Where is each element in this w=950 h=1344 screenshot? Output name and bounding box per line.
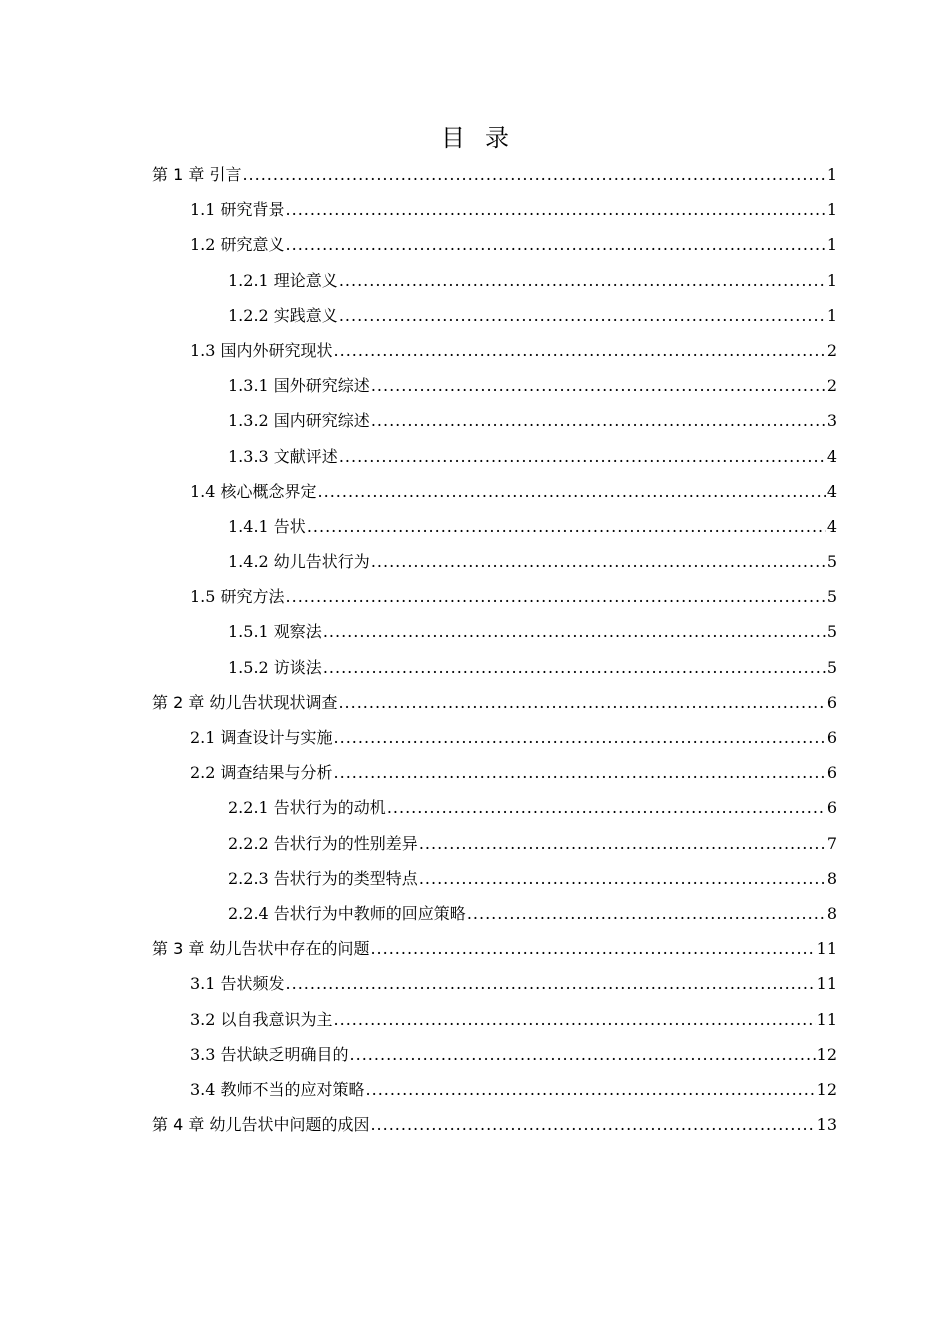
toc-leader-dots xyxy=(339,298,826,333)
toc-entry-label: 第 3 章 幼儿告状中存在的问题 xyxy=(152,939,370,959)
toc-entry-page-number: 11 xyxy=(816,1009,837,1029)
toc-entry[interactable] xyxy=(152,333,837,368)
toc-entry-page-number: 4 xyxy=(826,446,837,466)
toc-entry-label: 3.1 告状频发 xyxy=(190,974,285,994)
toc-entry[interactable] xyxy=(152,1107,837,1142)
toc-entry-label: 2.1 调查设计与实施 xyxy=(190,728,333,747)
toc-leader-dots xyxy=(338,685,825,720)
toc-entry-label: 2.2.1 告状行为的动机 xyxy=(228,798,386,818)
toc-entry[interactable] xyxy=(152,227,837,262)
toc-entry[interactable] xyxy=(152,403,837,438)
toc-entry[interactable] xyxy=(152,579,837,614)
toc-entry[interactable] xyxy=(152,157,837,192)
toc-entry-page-number: 4 xyxy=(826,516,837,536)
toc-entry-page-number: 1 xyxy=(826,165,837,184)
toc-entry[interactable] xyxy=(152,192,837,227)
toc-entry[interactable] xyxy=(152,966,837,1001)
toc-entry-label: 1.1 研究背景 xyxy=(190,200,285,220)
toc-entry-page-number: 1 xyxy=(826,305,837,325)
toc-leader-dots xyxy=(467,896,826,931)
toc-leader-dots xyxy=(387,790,826,825)
toc-entry[interactable] xyxy=(152,931,837,966)
toc-entry-page-number: 11 xyxy=(816,939,837,959)
toc-entry-label: 1.3.3 文献评述 xyxy=(228,446,338,466)
toc-entry[interactable] xyxy=(152,1037,837,1072)
toc-entry[interactable] xyxy=(152,720,837,755)
toc-leader-dots xyxy=(371,368,826,403)
toc-entry[interactable] xyxy=(152,1002,837,1037)
toc-entry-page-number: 4 xyxy=(826,481,837,501)
table-of-contents xyxy=(152,157,837,1142)
toc-leader-dots xyxy=(323,614,826,649)
toc-entry-label: 3.2 以自我意识为主 xyxy=(190,1009,333,1029)
toc-entry-page-number: 6 xyxy=(826,798,837,818)
toc-entry-label: 1.4 核心概念界定 xyxy=(190,481,317,501)
toc-entry[interactable] xyxy=(152,755,837,790)
toc-leader-dots xyxy=(371,403,826,438)
toc-leader-dots xyxy=(242,157,825,192)
toc-entry[interactable] xyxy=(152,509,837,544)
toc-leader-dots xyxy=(318,474,826,509)
toc-entry[interactable] xyxy=(152,896,837,931)
toc-entry-page-number: 11 xyxy=(816,974,837,994)
toc-leader-dots xyxy=(339,439,826,474)
toc-leader-dots xyxy=(370,931,815,966)
toc-entry-label: 1.3.2 国内研究综述 xyxy=(228,411,370,431)
toc-entry-page-number: 13 xyxy=(816,1115,837,1135)
toc-entry-page-number: 1 xyxy=(826,200,837,220)
toc-entry-label: 2.2 调查结果与分析 xyxy=(190,763,333,783)
toc-leader-dots xyxy=(371,544,826,579)
toc-entry[interactable] xyxy=(152,263,837,298)
toc-entry-label: 1.4.1 告状 xyxy=(228,516,306,536)
toc-entry[interactable] xyxy=(152,368,837,403)
toc-entry-label: 3.3 告状缺乏明确目的 xyxy=(190,1044,349,1064)
toc-entry-label: 1.2 研究意义 xyxy=(190,235,285,255)
toc-entry-page-number: 7 xyxy=(826,833,837,853)
toc-entry-label: 1.3 国内外研究现状 xyxy=(190,340,333,360)
toc-entry-page-number: 2 xyxy=(826,340,837,360)
toc-entry-label: 1.5 研究方法 xyxy=(190,587,285,607)
toc-entry[interactable] xyxy=(152,439,837,474)
toc-entry-page-number: 8 xyxy=(826,903,837,923)
toc-leader-dots xyxy=(350,1037,816,1072)
toc-leader-dots xyxy=(370,1107,815,1142)
toc-entry-page-number: 6 xyxy=(826,728,837,747)
toc-leader-dots xyxy=(286,227,826,262)
toc-title: 目录 xyxy=(441,124,529,152)
toc-entry[interactable] xyxy=(152,1072,837,1107)
toc-entry-page-number: 12 xyxy=(816,1079,837,1099)
toc-entry-page-number: 1 xyxy=(826,235,837,255)
toc-entry[interactable] xyxy=(152,826,837,861)
toc-leader-dots xyxy=(286,192,826,227)
toc-entry-page-number: 2 xyxy=(826,376,837,396)
toc-entry-label: 第 2 章 幼儿告状现状调查 xyxy=(152,692,338,712)
toc-leader-dots xyxy=(286,966,816,1001)
toc-entry-page-number: 5 xyxy=(826,587,837,607)
toc-leader-dots xyxy=(323,650,826,685)
toc-entry[interactable] xyxy=(152,474,837,509)
toc-entry-label: 1.3.1 国外研究综述 xyxy=(228,376,370,396)
toc-entry-label: 1.4.2 幼儿告状行为 xyxy=(228,552,370,572)
toc-entry-page-number: 5 xyxy=(826,622,837,642)
toc-entry-page-number: 5 xyxy=(826,552,837,572)
toc-entry-label: 2.2.3 告状行为的类型特点 xyxy=(228,868,418,888)
toc-entry-label: 第 4 章 幼儿告状中问题的成因 xyxy=(152,1115,370,1135)
toc-entry[interactable] xyxy=(152,790,837,825)
toc-leader-dots xyxy=(334,1002,816,1037)
toc-leader-dots xyxy=(419,826,826,861)
toc-entry-page-number: 6 xyxy=(826,763,837,783)
toc-entry[interactable] xyxy=(152,544,837,579)
toc-entry-label: 1.2.1 理论意义 xyxy=(228,270,338,290)
toc-leader-dots xyxy=(334,755,826,790)
toc-entry-page-number: 1 xyxy=(826,270,837,290)
toc-entry-label: 1.5.1 观察法 xyxy=(228,622,322,642)
toc-entry-page-number: 8 xyxy=(826,868,837,888)
toc-entry-label: 第 1 章 引言 xyxy=(152,165,242,184)
toc-entry-page-number: 3 xyxy=(826,411,837,431)
toc-entry[interactable] xyxy=(152,685,837,720)
toc-entry[interactable] xyxy=(152,650,837,685)
toc-entry-label: 3.4 教师不当的应对策略 xyxy=(190,1079,365,1099)
toc-entry[interactable] xyxy=(152,614,837,649)
toc-entry[interactable] xyxy=(152,861,837,896)
toc-entry-label: 2.2.4 告状行为中教师的回应策略 xyxy=(228,903,466,923)
toc-entry-page-number: 12 xyxy=(816,1044,837,1064)
toc-leader-dots xyxy=(286,579,826,614)
toc-entry-label: 1.5.2 访谈法 xyxy=(228,657,322,677)
toc-entry-page-number: 5 xyxy=(826,657,837,677)
toc-leader-dots xyxy=(307,509,826,544)
toc-entry[interactable] xyxy=(152,298,837,333)
toc-entry-label: 1.2.2 实践意义 xyxy=(228,305,338,325)
toc-entry-page-number: 6 xyxy=(826,692,837,712)
toc-entry-label: 2.2.2 告状行为的性别差异 xyxy=(228,833,418,853)
toc-leader-dots xyxy=(339,263,826,298)
toc-leader-dots xyxy=(366,1072,816,1107)
toc-leader-dots xyxy=(419,861,826,896)
toc-leader-dots xyxy=(334,720,826,755)
toc-leader-dots xyxy=(334,333,826,368)
